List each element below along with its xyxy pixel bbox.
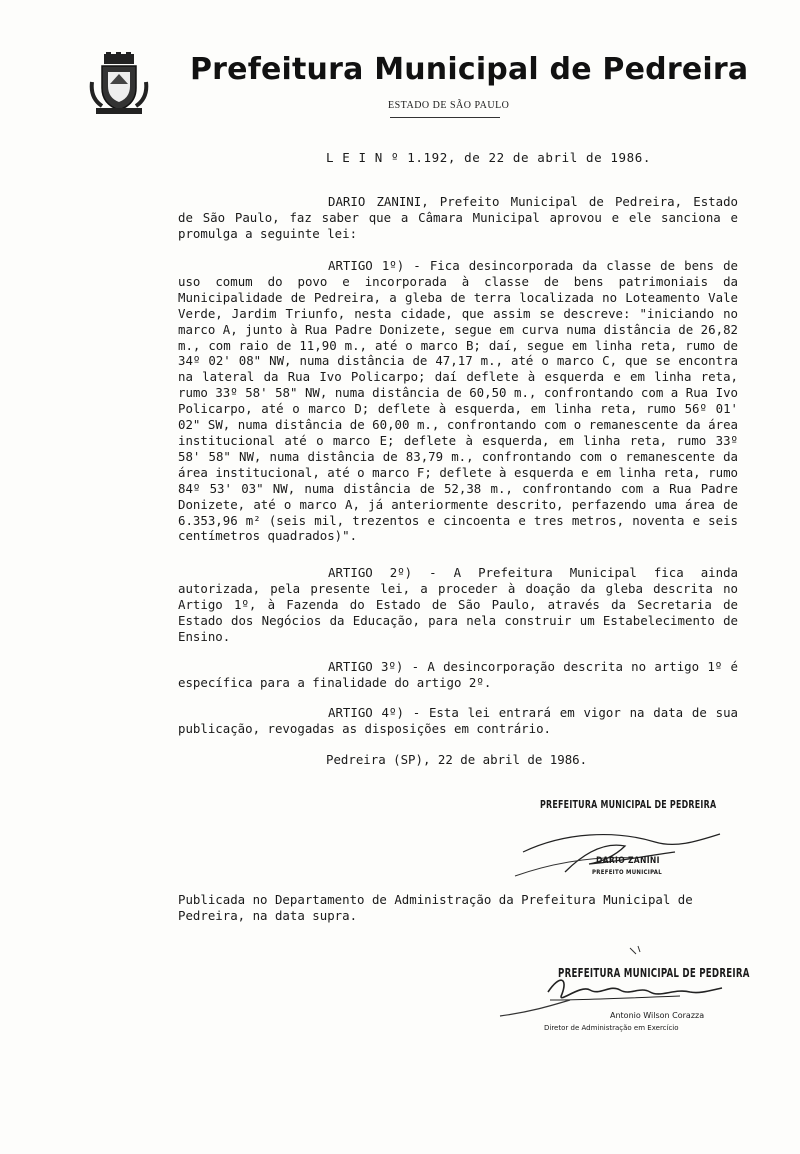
preamble-paragraph: DARIO ZANINI, Prefeito Municipal de Pedreira, Estado de São Paulo, faz saber que a Câmara Municipal aprovou e ele sanciona e promulga a seguinte lei: (178, 194, 738, 241)
header-divider (390, 117, 500, 118)
masthead-title: Prefeitura Municipal de Pedreira (190, 52, 749, 87)
state-subtitle: ESTADO DE SÃO PAULO (388, 100, 510, 111)
mayor-name: DARIO ZANINI (596, 856, 660, 866)
mayor-stamp: PREFEITURA MUNICIPAL DE PEDREIRA (540, 798, 717, 811)
municipal-crest-icon (88, 52, 150, 116)
law-title: L E I N º 1.192, de 22 de abril de 1986. (326, 150, 652, 165)
article-1: ARTIGO 1º) - Fica desincorporada da classe de bens de uso comum do povo e incorporada à classe de bens patrimoniais da Municipalidade de Pedreira, a gleba de terra localizada no Loteamento Vale Verde, Jardim Triunfo, nesta cidade, que assim se descreve: "iniciando no marco A, junto à Rua Padre Donizete, segue em curva numa distância de 26,82 m., com raio de 11,90 m., até o marco B; daí, segue em linha reta, rumo de 34º 02' 08" NW, numa distância de 47,17 m., até o marco C, que se encontra na lateral da Rua Ivo Policarpo; daí deflete à esquerda e em linha reta, rumo 33º 58' 58" NW, numa distância de 60,50 m., confrontando com a Rua Ivo Policarpo, até o marco D; deflete à esquerda, em linha reta, rumo 56º 01' 02" SW, numa distância de 60,00 m., confrontando com o remanescente da área institucional até o marco E; deflete à esquerda, em linha reta, rumo 33º 58' 58" NW, numa distância de 83,79 m., confrontando com o remanescente da área institucional, até o marco F; deflete à esquerda e em linha reta, rumo 84º 53' 03" NW, numa distância de 52,38 m., confrontando com a Rua Padre Donizete, até o marco A, já anteriormente descrito, perfazendo uma área de 6.353,96 m² (seis mil, trezentos e cincoenta e tres metros, noventa e seis centímetros quadrados)". (178, 258, 738, 544)
article-3: ARTIGO 3º) - A desincorporação descrita no artigo 1º é específica para a finalidade do artigo 2º. (178, 659, 738, 690)
director-name: Antonio Wilson Corazza (610, 1011, 705, 1020)
director-signature (490, 944, 730, 1034)
article-2: ARTIGO 2º) - A Prefeitura Municipal fica ainda autorizada, pela presente lei, a proceder à doação da gleba descrita no Artigo 1º, à Fazenda do Estado de São Paulo, através da Secretaria de Estado dos Negócios da Educação, para nela construir um Estabelecimento de Ensino. (178, 565, 738, 644)
director-stamp: PREFEITURA MUNICIPAL DE PEDREIRA (558, 966, 750, 980)
dateline: Pedreira (SP), 22 de abril de 1986. (326, 752, 588, 767)
director-role: Diretor de Administração em Exercício (544, 1024, 679, 1032)
mayor-signature (505, 812, 735, 892)
article-4: ARTIGO 4º) - Esta lei entrará em vigor na data de sua publicação, revogadas as disposições em contrário. (178, 705, 738, 736)
publication-note: Publicada no Departamento de Administração da Prefeitura Municipal de Pedreira, na data supra. (178, 892, 693, 923)
mayor-role: PREFEITO MUNICIPAL (592, 869, 663, 876)
